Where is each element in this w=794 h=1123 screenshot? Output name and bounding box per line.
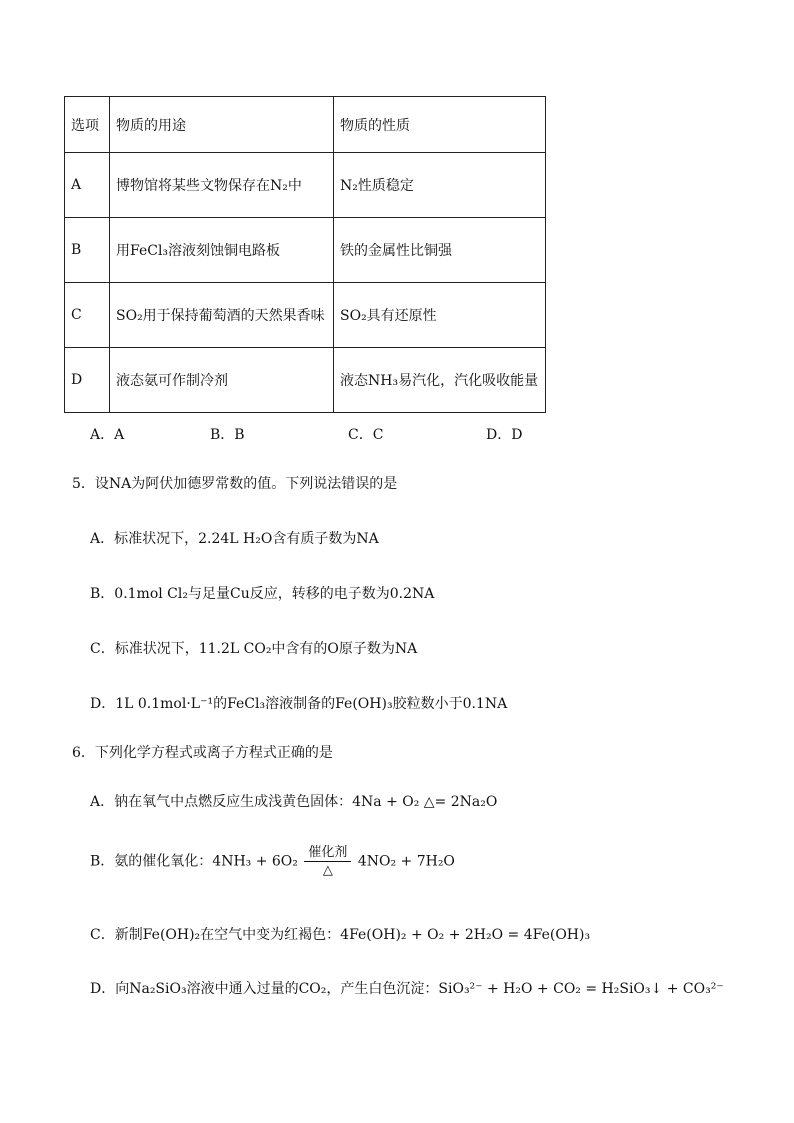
table-row bbox=[65, 153, 546, 218]
row-option: D bbox=[65, 348, 110, 413]
row-option: A bbox=[65, 153, 110, 218]
q6-stem: 6．下列化学方程式或离子方程式正确的是 bbox=[72, 745, 333, 761]
header-option: 选项 bbox=[65, 97, 110, 153]
header-property: 物质的性质 bbox=[334, 97, 546, 153]
row-property: 铁的金属性比铜强 bbox=[334, 218, 546, 283]
choice-a[interactable]: A．A bbox=[90, 427, 125, 443]
q6-option-a[interactable]: A．钠在氧气中点燃反应生成浅黄色固体：4Na + O₂ △= 2Na₂O bbox=[90, 794, 498, 810]
q6-option-c[interactable]: C．新制Fe(OH)₂在空气中变为红褐色：4Fe(OH)₂ + O₂ + 2H₂O = 4Fe(OH)₃ bbox=[90, 927, 591, 943]
options-table bbox=[64, 96, 546, 413]
row-property: 液态NH₃易汽化，汽化吸收能量 bbox=[334, 348, 546, 413]
table-row bbox=[65, 218, 546, 283]
q6-option-d[interactable]: D．向Na₂SiO₃溶液中通入过量的CO₂，产生白色沉淀：SiO₃²⁻ + H₂O + CO₂ = H₂SiO₃↓ + CO₃²⁻ bbox=[90, 981, 724, 997]
table-header-row bbox=[65, 97, 546, 153]
row-use: 用FeCl₃溶液刻蚀铜电路板 bbox=[110, 218, 334, 283]
choice-c[interactable]: C．C bbox=[348, 427, 384, 443]
q6-b-reactants: B．氨的催化氧化：4NH₃ + 6O₂ bbox=[90, 853, 298, 870]
q5-option-b[interactable]: B．0.1mol Cl₂与足量Cu反应，转移的电子数为0.2NA bbox=[90, 586, 435, 602]
row-use: 博物馆将某些文物保存在N₂中 bbox=[110, 153, 334, 218]
row-use: SO₂用于保持葡萄酒的天然果香味 bbox=[110, 283, 334, 348]
q5-option-a[interactable]: A．标准状况下，2.24L H₂O含有质子数为NA bbox=[90, 531, 379, 547]
table-row bbox=[65, 348, 546, 413]
header-use: 物质的用途 bbox=[110, 97, 334, 153]
q5-option-c[interactable]: C．标准状况下，11.2L CO₂中含有的O原子数为NA bbox=[90, 641, 418, 657]
q6-option-b[interactable] bbox=[90, 846, 455, 877]
catalyst-label: 催化剂 bbox=[304, 846, 351, 862]
row-property: N₂性质稳定 bbox=[334, 153, 546, 218]
choice-d[interactable]: D．D bbox=[486, 427, 523, 443]
row-option: B bbox=[65, 218, 110, 283]
table-row bbox=[65, 283, 546, 348]
q5-option-d[interactable]: D．1L 0.1mol·L⁻¹的FeCl₃溶液制备的Fe(OH)₃胶粒数小于0.1NA bbox=[90, 696, 508, 712]
row-option: C bbox=[65, 283, 110, 348]
q6-b-products: 4NO₂ + 7H₂O bbox=[357, 853, 455, 870]
row-use: 液态氨可作制冷剂 bbox=[110, 348, 334, 413]
q5-stem: 5．设NA为阿伏加德罗常数的值。下列说法错误的是 bbox=[72, 476, 398, 492]
heat-symbol: △ bbox=[322, 863, 333, 878]
reaction-condition bbox=[304, 846, 351, 877]
choice-b[interactable]: B．B bbox=[210, 427, 245, 443]
row-property: SO₂具有还原性 bbox=[334, 283, 546, 348]
